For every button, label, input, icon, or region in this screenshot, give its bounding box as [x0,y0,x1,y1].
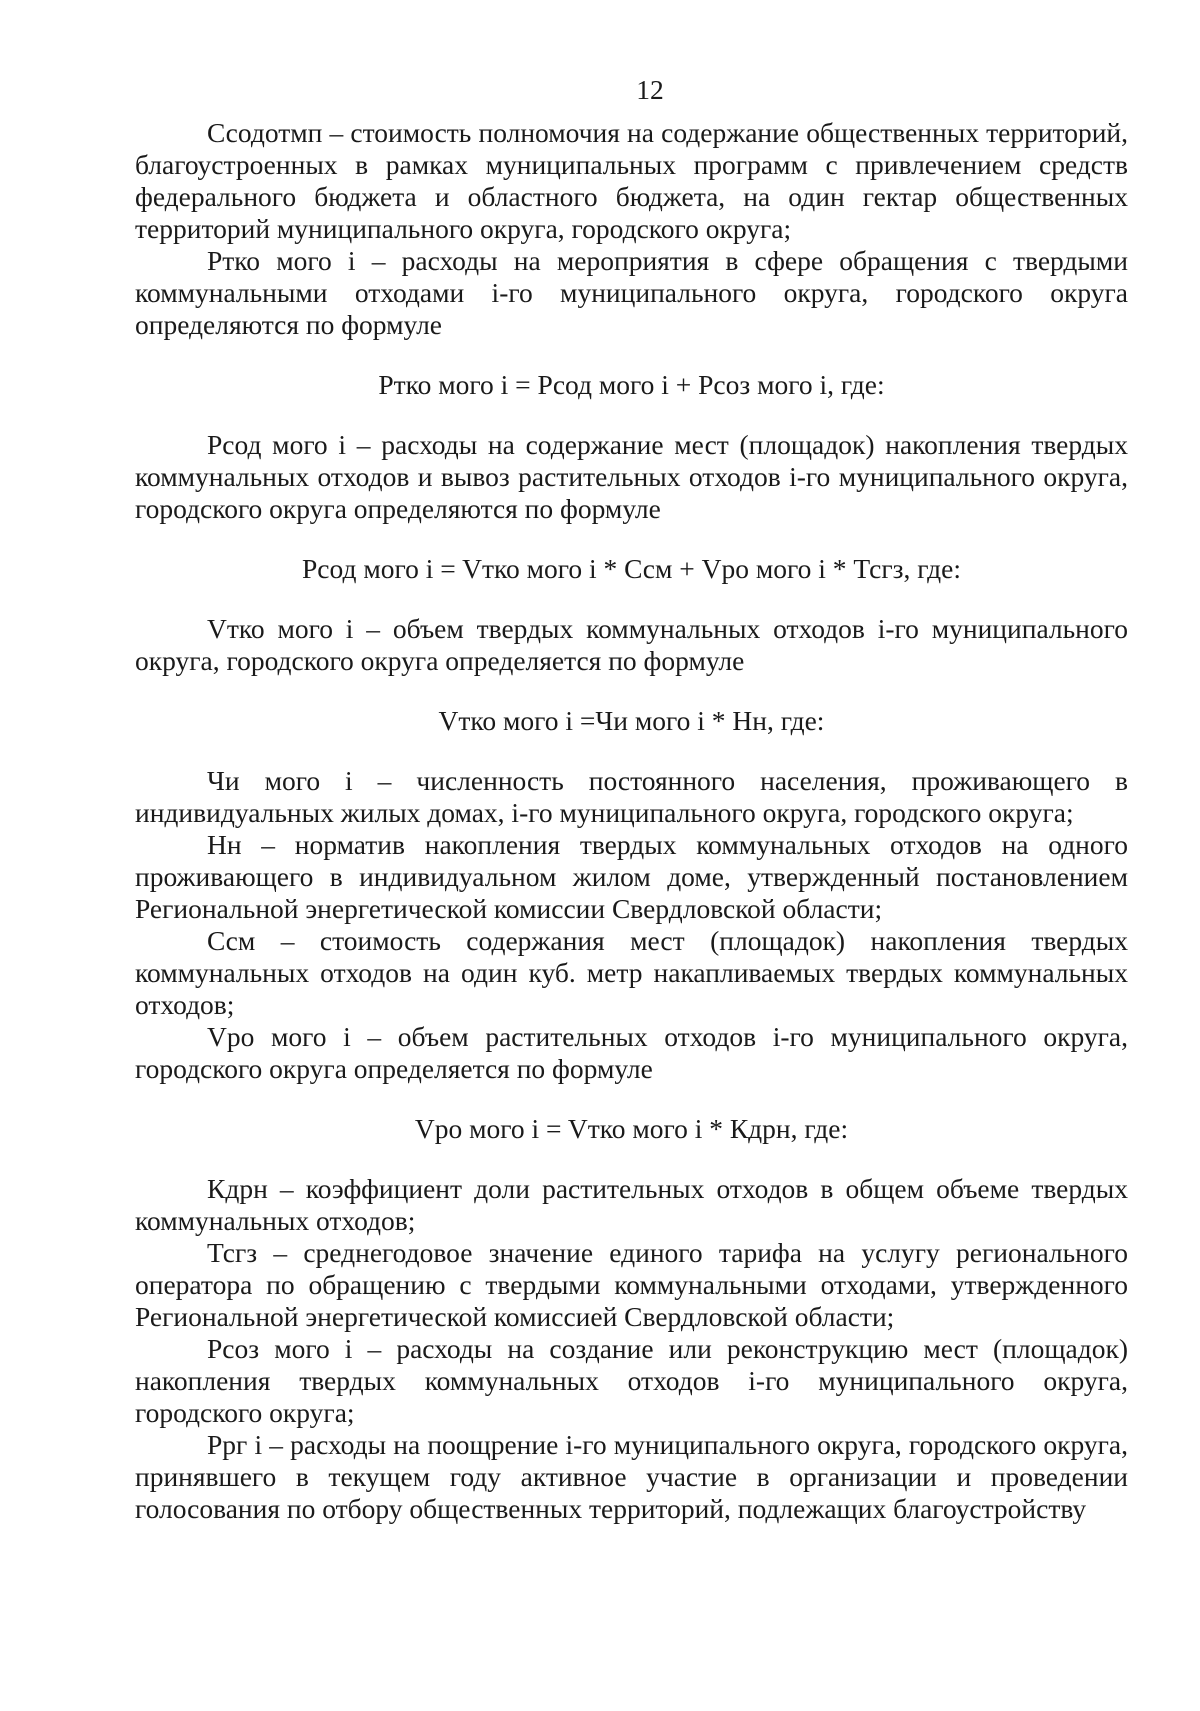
paragraph-chi: Чи мого i – численность постоянного населения, проживающего в индивидуальных жилых домах, i-го муниципального округа, городского округа; [135,765,1128,828]
formula-vtko: Vтко мого i =Чи мого i * Нн, где: [438,705,825,736]
paragraph-kdrn: Кдрн – коэффициент доли растительных отходов в общем объеме твердых коммунальных отходов; [135,1173,1128,1236]
paragraph-nn: Нн – норматив накопления твердых коммунальных отходов на одного проживающего в индивидуальном жилом доме, утвержденный постановлением Региональной энергетической комиссии Свердловской области; [135,829,1128,924]
paragraph-rtko: Ртко мого i – расходы на мероприятия в сфере обращения с твердыми коммунальными отходами i-го муниципального округа, городского округа определяются по формуле [135,245,1128,340]
paragraph-rsoz: Рсоз мого i – расходы на создание или реконструкцию мест (площадок) накопления твердых коммунальных отходов i-го муниципального округа, городского округа; [135,1333,1128,1428]
formula-rtko: Ртко мого i = Рсод мого i + Рсоз мого i, где: [378,369,885,400]
paragraph-rrg: Ррг i – расходы на поощрение i-го муниципального округа, городского округа, принявшего в текущем году активное участие в организации и проведении голосования по отбору общественных территорий, подлежащих благоустройству [135,1429,1128,1524]
formula-vro: Vро мого i = Vтко мого i * Кдрн, где: [414,1113,849,1144]
paragraph-ssm: Ссм – стоимость содержания мест (площадок) накопления твердых коммунальных отходов на один куб. метр накапливаемых твердых коммунальных отходов; [135,925,1128,1020]
paragraph-vro: Vро мого i – объем растительных отходов i-го муниципального округа, городского округа определяется по формуле [135,1021,1128,1084]
paragraph-rsod: Рсод мого i – расходы на содержание мест (площадок) накопления твердых коммунальных отходов и вывоз растительных отходов i-го муниципального округа, городского округа определяются по формуле [135,429,1128,524]
document-body [135,117,1128,1525]
page-number: 12 [636,74,664,105]
paragraph-ssodotmp: Ссодотмп – стоимость полномочия на содержание общественных территорий, благоустроенных в рамках муниципальных программ с привлечением средств федерального бюджета и областного бюджета, на один гектар общественных территорий муниципального округа, городского округа; [135,117,1128,244]
paragraph-vtko: Vтко мого i – объем твердых коммунальных отходов i-го муниципального округа, городского округа определяется по формуле [135,613,1128,676]
formula-rsod: Рсод мого i = Vтко мого i * Ссм + Vро мого i * Тсгз, где: [302,553,961,584]
paragraph-tsgz: Тсгз – среднегодовое значение единого тарифа на услугу регионального оператора по обращению с твердыми коммунальными отходами, утвержденного Региональной энергетической комиссией Свердловской области; [135,1237,1128,1332]
